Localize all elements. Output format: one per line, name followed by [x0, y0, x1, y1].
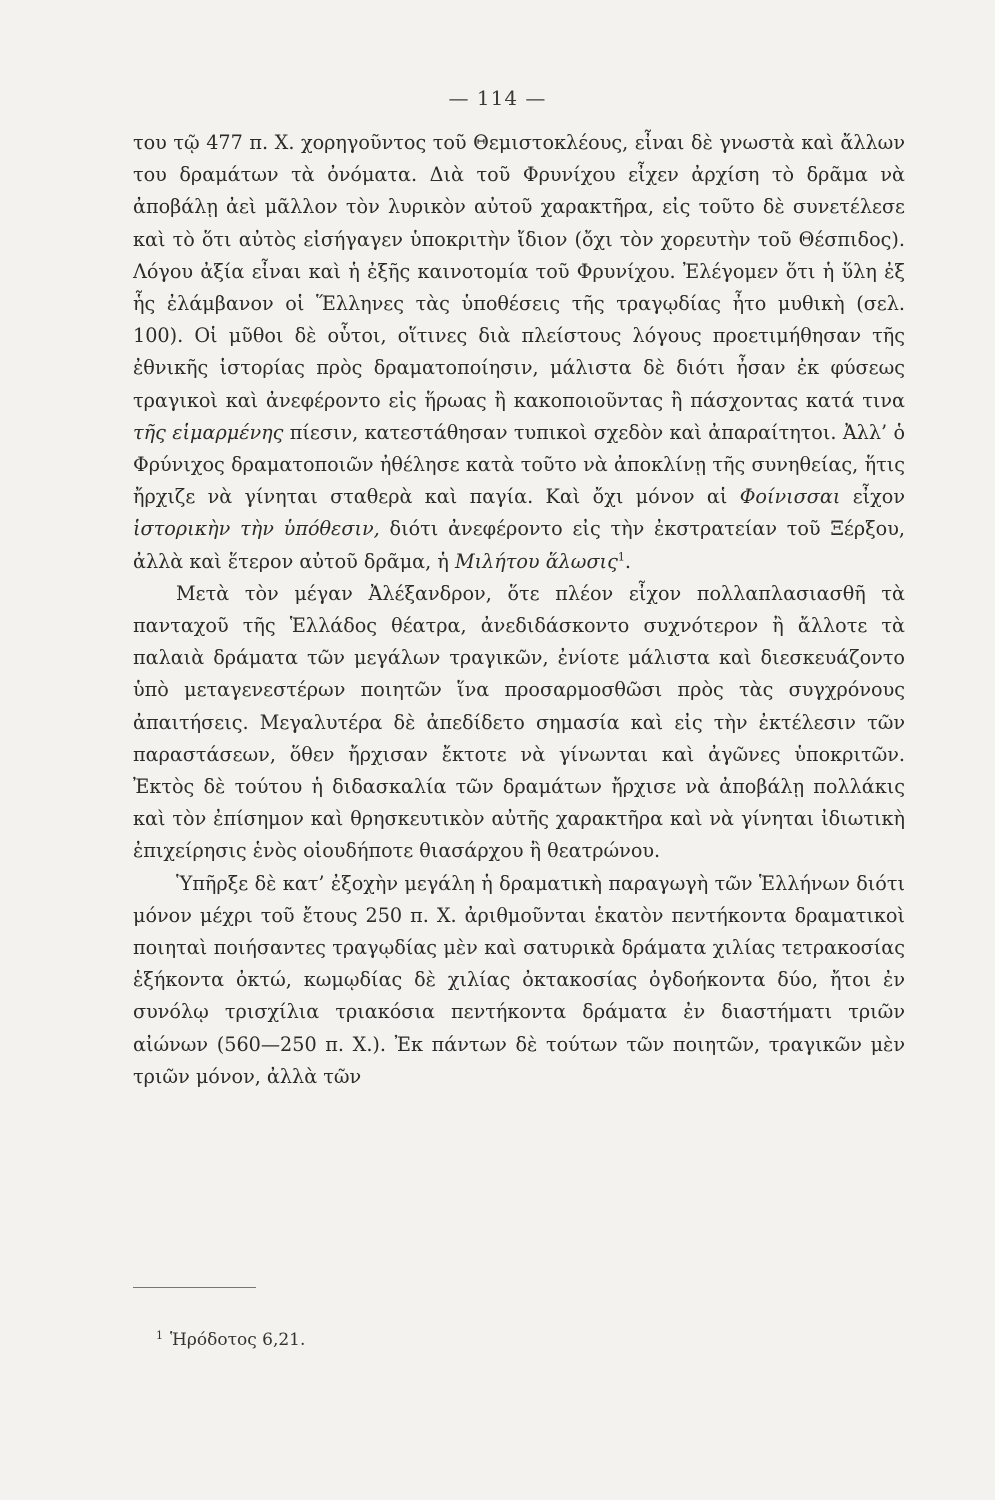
footnote-number: 1 [156, 1329, 163, 1342]
page-number: — 114 — [448, 86, 547, 110]
paragraph-1-text-end: διότι ἀνεφέροντο εἰς τὴν ἐκστρατείαν τοῦ Ξέρξου, ἀλλὰ καὶ ἕτερον αὐτοῦ δρᾶμα, ἡ [133, 517, 905, 573]
footnote [156, 1328, 306, 1352]
paragraph-1-period: . [624, 549, 631, 573]
paragraph-1-text: του τῷ 477 π. Χ. χορηγοῦντος τοῦ Θεμιστοκλέους, εἶναι δὲ γνωστὰ καὶ ἄλλων του δραμάτων τὰ ὀνόματα. Διὰ τοῦ Φρυνίχου εἶχεν ἀρχίση τὸ δρᾶμα νὰ ἀποβάλῃ ἀεὶ μᾶλλον τὸν λυρικὸν αὐτοῦ χαρακτῆρα, εἰς τοῦτο δὲ συνετέλεσε καὶ τὸ ὅτι αὐτὸς εἰσήγαγεν ὑποκριτὴν ἴδιον (ὄχι τὸν χορευτὴν τοῦ Θέσπιδος). Λόγου ἀξία εἶναι καὶ ἡ ἐξῆς καινοτομία τοῦ Φρυνίχου. Ἐλέγομεν ὅτι ἡ ὕλη ἐξ ἧς ἐλάμβανον οἱ Ἕλληνες τὰς ὑποθέσεις τῆς τραγῳδίας ἦτο μυθικὴ (σελ. 100). Οἱ μῦθοι δὲ οὗτοι, οἵτινες διὰ πλείστους λόγους προετιμήθησαν τῆς ἐθνικῆς ἱστορίας πρὸς δραματοποίησιν, μάλιστα δὲ διότι ἦσαν ἐκ φύσεως τραγικοὶ καὶ ἀνεφέροντο εἰς ἥρωας ἢ κακοποιοῦντας ἢ πάσχοντας κατά τινα [133, 131, 905, 412]
paragraph-1-italic-historical: ἱστορικὴν τὴν ὑπόθεσιν, [133, 517, 380, 541]
paragraph-1 [133, 127, 905, 578]
paragraph-1-text-continued: πίεσιν, κατεστάθησαν τυπικοὶ σχεδὸν καὶ ἀπαραίτητοι. Ἀλλ’ ὁ Φρύνιχος δραματοποιῶν ἠθέλησε κατὰ τοῦτο νὰ ἀποκλίνῃ τῆς συνηθείας, ἥτις ἤρχιζε νὰ γίνηται σταθερὰ καὶ παγία. Καὶ ὄχι μόνον αἱ [133, 420, 905, 509]
paragraph-3: Ὑπῆρξε δὲ κατ’ ἐξοχὴν μεγάλη ἡ δραματικὴ παραγωγὴ τῶν Ἑλλήνων διότι μόνον μέχρι τοῦ ἔτους 250 π. Χ. ἀριθμοῦνται ἑκατὸν πεντήκοντα δραματικοὶ ποιηταὶ ποιήσαντες τραγῳδίας μὲν καὶ σατυρικὰ δράματα χιλίας τετρακοσίας ἑξήκοντα ὀκτώ, κωμῳδίας δὲ χιλίας ὀκτακοσίας ὀγδοήκοντα δύο, ἤτοι ἐν συνόλῳ τρισχίλια τριακόσια πεντήκοντα δράματα ἐν διαστήματι τριῶν αἰώνων (560—250 π. Χ.). Ἐκ πάντων δὲ τούτων τῶν ποιητῶν, τραγικῶν μὲν τριῶν μόνον, ἀλλὰ τῶν [133, 871, 905, 1088]
paragraph-1-italic-miletou: Μιλήτου ἅλωσις [454, 549, 618, 573]
paragraph-1-text-mid: εἶχον [852, 485, 905, 509]
footnote-reference[interactable]: 1 [617, 550, 625, 564]
paragraph-1-italic-heimarmene: τῆς εἱμαρμένης [133, 420, 284, 444]
body-text [133, 127, 905, 1093]
footnote-text: Ἡρόδοτος 6,21. [170, 1330, 306, 1350]
footnote-divider [133, 1287, 256, 1288]
paragraph-1-italic-phoinissai: Φοίνισσαι [739, 485, 841, 509]
paragraph-2: Μετὰ τὸν μέγαν Ἀλέξανδρον, ὅτε πλέον εἶχον πολλαπλασιασθῆ τὰ πανταχοῦ τῆς Ἑλλάδος θέατρα, ἀνεδιδάσκοντο συχνότερον ἢ ἄλλοτε τὰ παλαιὰ δράματα τῶν μεγάλων τραγικῶν, ἐνίοτε μάλιστα καὶ διεσκευάζοντο ὑπὸ μεταγενεστέρων ποιητῶν ἵνα προσαρμοσθῶσι πρὸς τὰς συγχρόνους ἀπαιτήσεις. Μεγαλυτέρα δὲ ἀπεδίδετο σημασία καὶ εἰς τὴν ἐκτέλεσιν τῶν παραστάσεων, ὅθεν ἤρχισαν ἔκτοτε νὰ γίνωνται καὶ ἀγῶνες ὑποκριτῶν. Ἐκτὸς δὲ τούτου ἡ διδασκαλία τῶν δραμάτων ἤρχισε νὰ ἀποβάλῃ πολλάκις καὶ τὸν ἐπίσημον καὶ θρησκευτικὸν αὐτῆς χαρακτῆρα καὶ νὰ γίνηται ἰδιωτικὴ ἐπιχείρησις ἑνὸς οἱουδήποτε θιασάρχου ἢ θεατρώνου. [133, 581, 905, 863]
